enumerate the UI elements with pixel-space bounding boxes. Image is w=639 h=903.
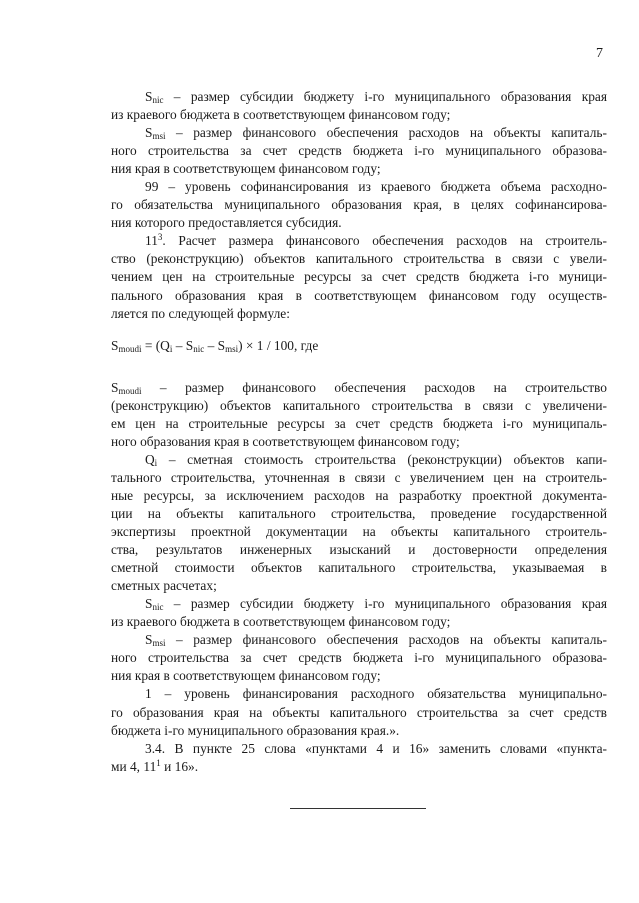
text-line: $S_{msi}$ – размер финансового обеспечения расходов на объекты капиталь- [145,632,607,649]
formula [111,337,607,355]
text-line: ния которого предоставляется субсидия. [111,215,342,231]
paragraph-calculation-rule [111,232,607,322]
text-line: ного строительства за счет средств бюджета i-го муниципального образова- [111,143,607,159]
text-line: го обязательства муниципального образования края, в целях софинансирова- [111,197,607,213]
text-line: $S_{nic}$ – размер субсидии бюджету i-го муниципального образования края [145,596,607,613]
text-line: бюджета i-го муниципального образования края.». [111,722,400,738]
text-line: ляется по следующей формуле: [111,305,290,321]
text-line: ем цен на строительные ресурсы за счет средств бюджета i-го муниципаль- [111,415,607,431]
text-line: $S_{moudi}$ – размер финансового обеспечения расходов на строительство [111,379,607,396]
text-line: из краевого бюджета в соответствующем финансовом году; [111,107,451,123]
text-line: ния края в соответствующем финансовом году; [111,161,381,177]
paragraph-smoudi-definition [111,379,607,451]
text-line: $S_{nic}$ – размер субсидии бюджету i-го муниципального образования края [145,89,607,105]
paragraph-snic-definition [111,88,607,124]
paragraph-snic-definition-repeat [111,595,607,631]
text-line: 1 – уровень финансирования расходного обязательства муниципально- [145,686,607,702]
text-line: экспертизы проектной документации на объекты капитального строитель- [111,524,607,540]
text-line: из краевого бюджета в соответствующем финансовом году; [111,614,451,630]
text-line: (реконструкцию) объектов капитального строительства в связи с увеличени- [111,397,607,413]
text-line: тального строительства, уточненная в связи с увеличением цен на строитель- [111,469,607,485]
paragraph-smsi-definition [111,124,607,178]
text-line: чением цен на строительные ресурсы за счет средств бюджета i-го муници- [111,269,607,285]
text-line: $Q_i$ – сметная стоимость строительства (реконструкции) объектов капи- [145,451,607,468]
text-line: $S_{msi}$ – размер финансового обеспечения расходов на объекты капиталь- [145,125,607,142]
text-line: ство (реконструкцию) объектов капитального строительства в связи с увели- [111,251,607,267]
text-line: 3.4. В пункте 25 слова «пунктами 4 и 16» заменить словами «пункта- [145,740,607,756]
text-line: сметной стоимости объектов капитального строительства, указываемая в [111,560,607,576]
footer-separator-line [290,808,426,809]
paragraph-smsi-definition-repeat [111,631,607,685]
text-line: ции на объекты капитального строительства, проведение государственной [111,505,607,521]
paragraph-amendment-3-4 [111,740,607,776]
text-line: $11^3$. Расчет размера финансового обеспечения расходов на строитель- [145,232,607,249]
paragraph-financing-level [111,685,607,739]
text-line: го образования края на объекты капитального строительства за счет средств [111,704,607,720]
text-line: ния края в соответствующем финансовом году; [111,668,381,684]
text-line: ные ресурсы, за исключением расходов на разработку проектной документа- [111,487,607,503]
formula-text: $S_{moudi} = (Q_i - S_{nic} - S_{msi}) \times 1 / 100$, где [111,337,319,354]
paragraph-cofinancing-level [111,178,607,232]
page-number: 7 [596,46,603,61]
text-line: 99 – уровень софинансирования из краевого бюджета объема расходно- [145,179,607,195]
text-line: ного строительства за счет средств бюджета i-го муниципального образова- [111,650,607,666]
text-line: сметных расчетах; [111,578,217,594]
text-line: ного образования края в соответствующем финансовом году; [111,433,460,449]
paragraph-qi-definition [111,451,607,595]
text-line: ми 4, $11^1$ и 16». [111,757,199,774]
document-body [111,88,607,776]
text-line: пального образования края в соответствующем финансовом году осуществ- [111,287,607,303]
text-line: ства, результатов инженерных изысканий и достоверности определения [111,542,607,558]
